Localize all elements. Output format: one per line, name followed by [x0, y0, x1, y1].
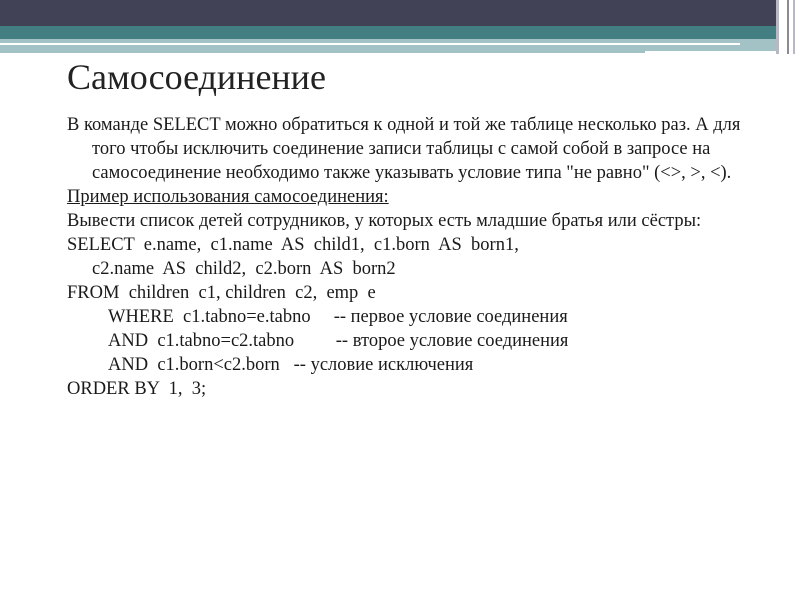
code-line: AND c1.tabno=c2.tabno -- второе условие соединения [108, 331, 569, 351]
code-line: ORDER BY 1, 3; [67, 379, 207, 399]
paragraph-task: Вывести список детей сотрудников, у которых есть младшие братья или сёстры: [67, 211, 702, 231]
header-band-teal [0, 26, 776, 39]
code-line: WHERE c1.tabno=e.tabno -- первое условие соединения [108, 307, 568, 327]
code-line: FROM children c1, children c2, emp e [67, 283, 376, 303]
code-line: c2.name AS child2, c2.born AS born2 [92, 259, 396, 279]
code-line: AND c1.born<c2.born -- условие исключения [108, 355, 474, 375]
slide-body [67, 113, 747, 401]
header-band-dark [0, 0, 776, 26]
decor-line [787, 0, 789, 54]
header-notch [645, 51, 776, 54]
decor-line [776, 0, 779, 54]
example-heading: Пример использования самосоединения: [67, 187, 389, 207]
code-line: SELECT e.name, c1.name AS child1, c1.born AS born1, [67, 235, 519, 255]
header-divider [0, 43, 740, 45]
decor-line [793, 0, 795, 54]
slide-title: Самосоединение [67, 57, 326, 97]
paragraph-intro: В команде SELECT можно обратиться к одной и той же таблице несколько раз. А для того чтобы исключить соединение записи таблицы с самой собой в запросе на самосоединение необходимо также указывать условие типа "не равно" (<>, >, <). [67, 115, 741, 183]
